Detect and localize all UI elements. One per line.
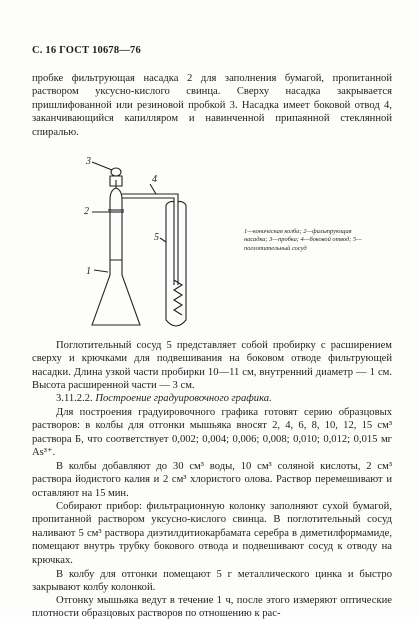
figure-label-1: 1 <box>86 266 91 277</box>
apparatus-figure <box>70 150 240 335</box>
paragraph-text: пробке фильтрующая насадка 2 для заполнения бумагой, пропитанной раствором уксусно-кислого свинца. Сверху насадка закрывается пришлифованной или резиновой пробкой 3. Насадка имеет боковой отвод 4, заканчивающийся капилляром и навинченной припаянной стеклянной спиралью. <box>32 73 392 138</box>
filter-nozzle <box>110 180 122 260</box>
paragraph-distillation: Отгонку мышьяка ведут в течение 1 ч, после этого измеряют оптические плотности образцовых растворов по отношению к рас- <box>32 595 392 620</box>
paragraph-nozzle-description <box>32 72 392 139</box>
paragraph-calibration-series: Для построения градуировочного графика готовят серию образцовых растворов: в колбы для отгонки мышьяка вносят 2, 4, 6, 8, 10, 12, 15 см³ раствора Б, что соответствует 0,002; 0,004; 0,006; 0,008; 0,010; 0,012; 0,015 мг As³⁺. <box>32 407 392 459</box>
figure-caption: 1—коническая колба; 2—фильтрующая насадка; 3—пробка; 4—боковой отвод; 5—поглотительный сосуд <box>244 228 362 252</box>
paragraph-absorption-vessel: Поглотительный сосуд 5 представляет собой пробирку с расширением сверху и крючками для подвешивания на боковом отводе фильтрующей насадки. Длина узкой части пробирки 10—11 см, внутренний диаметр — 1 см. Высота расширенной части — 3 см. <box>32 340 392 392</box>
figure-label-4: 4 <box>152 174 157 185</box>
section-heading <box>32 392 392 405</box>
section-title: Построение градуировочного графика. <box>95 393 272 404</box>
figure-label-3: 3 <box>86 156 91 167</box>
figure-label-5: 5 <box>154 232 159 243</box>
paragraph-assembly: Собирают прибор: фильтрационную колонку заполняют сухой бумагой, пропитанной раствором уксусно-кислого свинца. В поглотительный сосуд наливают 5 см³ раствора диэтилдитиокарбамата серебра в диметилформамиде, помещают внутрь трубку бокового отвода и подвешивают сосуд к отводу на крючках. <box>32 501 392 566</box>
side-branch <box>122 194 178 285</box>
glass-spiral <box>174 280 182 315</box>
absorption-vessel <box>166 205 186 326</box>
conical-flask <box>92 260 140 325</box>
paragraph-reagents: В колбы добавляют до 30 см³ воды, 10 см³ соляной кислоты, 2 см³ раствора йодистого калия и 2 см³ хлористого олова. Раствор перемешивают и оставляют на 15 мин. <box>32 461 392 499</box>
page-header: С. 16 ГОСТ 10678—76 <box>32 45 141 56</box>
figure-label-2: 2 <box>84 206 89 217</box>
section-number: 3.11.2.2. <box>56 393 93 404</box>
paragraph-zinc: В колбу для отгонки помещают 5 г металлического цинка и быстро закрывают колбу колонкой. <box>32 569 392 594</box>
